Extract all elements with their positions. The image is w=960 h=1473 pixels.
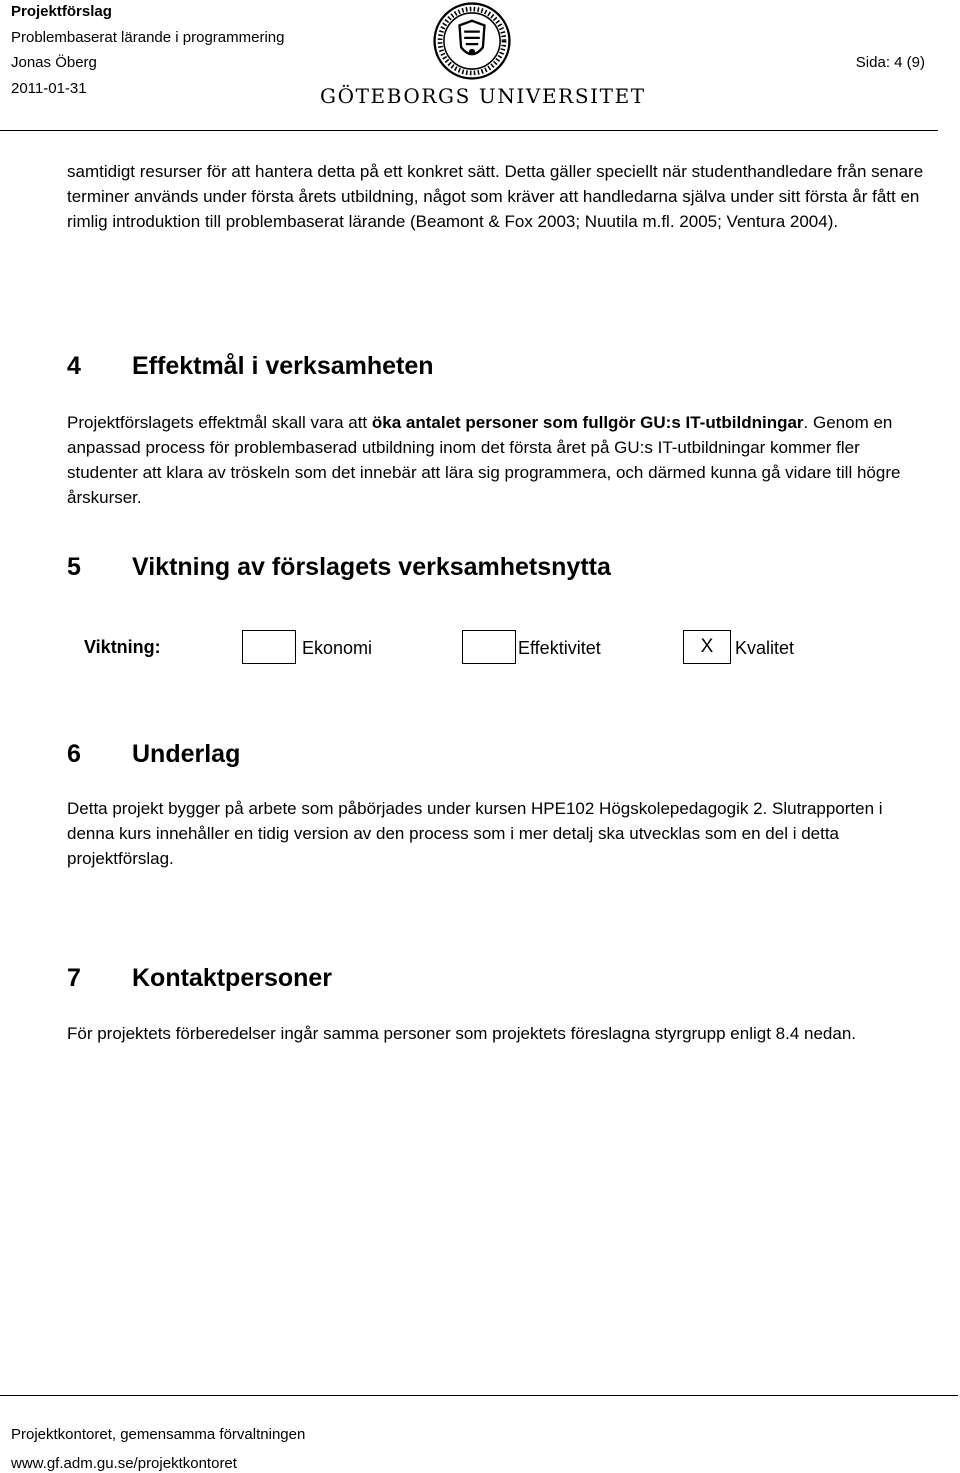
section-title: Underlag (132, 740, 241, 768)
section-number: 5 (67, 553, 81, 581)
university-name: GÖTEBORGS UNIVERSITET (320, 84, 646, 108)
text-emphasis: öka antalet personer som fullgör GU:s IT-utbildningar (371, 413, 804, 432)
document-title: Projektförslag (11, 3, 112, 20)
option-label-ekonomi: Ekonomi (302, 638, 373, 658)
section-title: Viktning av förslagets verksamhetsnytta (132, 553, 611, 581)
section-4-paragraph (67, 410, 927, 510)
section-5-heading (67, 552, 927, 582)
weighting-label: Viktning: (84, 637, 161, 657)
intro-paragraph: samtidigt resurser för att hantera detta på ett konkret sätt. Detta gäller speciellt när studenthandledare från senare terminer används under första årets utbildning, något som kräver att handledarna själva under sitt första år fått en rimlig introduktion till problembaserat lärande (Beamont & Fox 2003; Nuutila m.fl. 2005; Ventura 2004). (67, 162, 924, 231)
document-subtitle: Problembaserat lärande i programmering (11, 29, 285, 46)
weighting-row (84, 630, 844, 668)
footer-url: www.gf.adm.gu.se/projektkontoret (11, 1455, 237, 1472)
text-lead: Projektförslagets effektmål skall vara att (67, 413, 372, 432)
page-number: Sida: 4 (9) (855, 54, 925, 71)
section-4-heading (67, 351, 927, 381)
footer-divider (0, 1395, 958, 1396)
header-divider (0, 130, 938, 131)
checkbox-kvalitet[interactable]: X (683, 630, 731, 664)
checkbox-effektivitet[interactable] (462, 630, 516, 664)
section-number: 4 (67, 352, 81, 380)
section-number: 7 (67, 964, 81, 992)
document-author: Jonas Öberg (11, 54, 97, 71)
section-7-heading (67, 963, 927, 993)
section-6-paragraph: Detta projekt bygger på arbete som påbörjades under kursen HPE102 Högskolepedagogik 2. Slutrapporten i denna kurs innehåller en tidig version av den process som i mer detalj ska utvecklas som en del i detta projektförslag. (67, 799, 883, 868)
university-seal-icon (433, 2, 511, 80)
section-number: 6 (67, 740, 81, 768)
section-6-heading (67, 739, 927, 769)
section-title: Effektmål i verksamheten (132, 352, 434, 380)
checkbox-ekonomi[interactable] (242, 630, 296, 664)
option-label-effektivitet: Effektivitet (518, 638, 601, 658)
section-title: Kontaktpersoner (132, 964, 333, 992)
text-rest: . Genom en anpassad process för problembaserad utbildning inom det första året på GU:s IT-utbildningar kommer fler studenter att klara av tröskeln som det innebär att lära sig programmera, och därmed kunna gå vidare till högre årskurser. (67, 413, 901, 507)
section-7-paragraph: För projektets förberedelser ingår samma personer som projektets föreslagna styrgrupp enligt 8.4 nedan. (67, 1024, 857, 1043)
option-label-kvalitet: Kvalitet (735, 638, 795, 658)
document-date: 2011-01-31 (11, 80, 87, 97)
footer-office: Projektkontoret, gemensamma förvaltningen (11, 1426, 306, 1443)
